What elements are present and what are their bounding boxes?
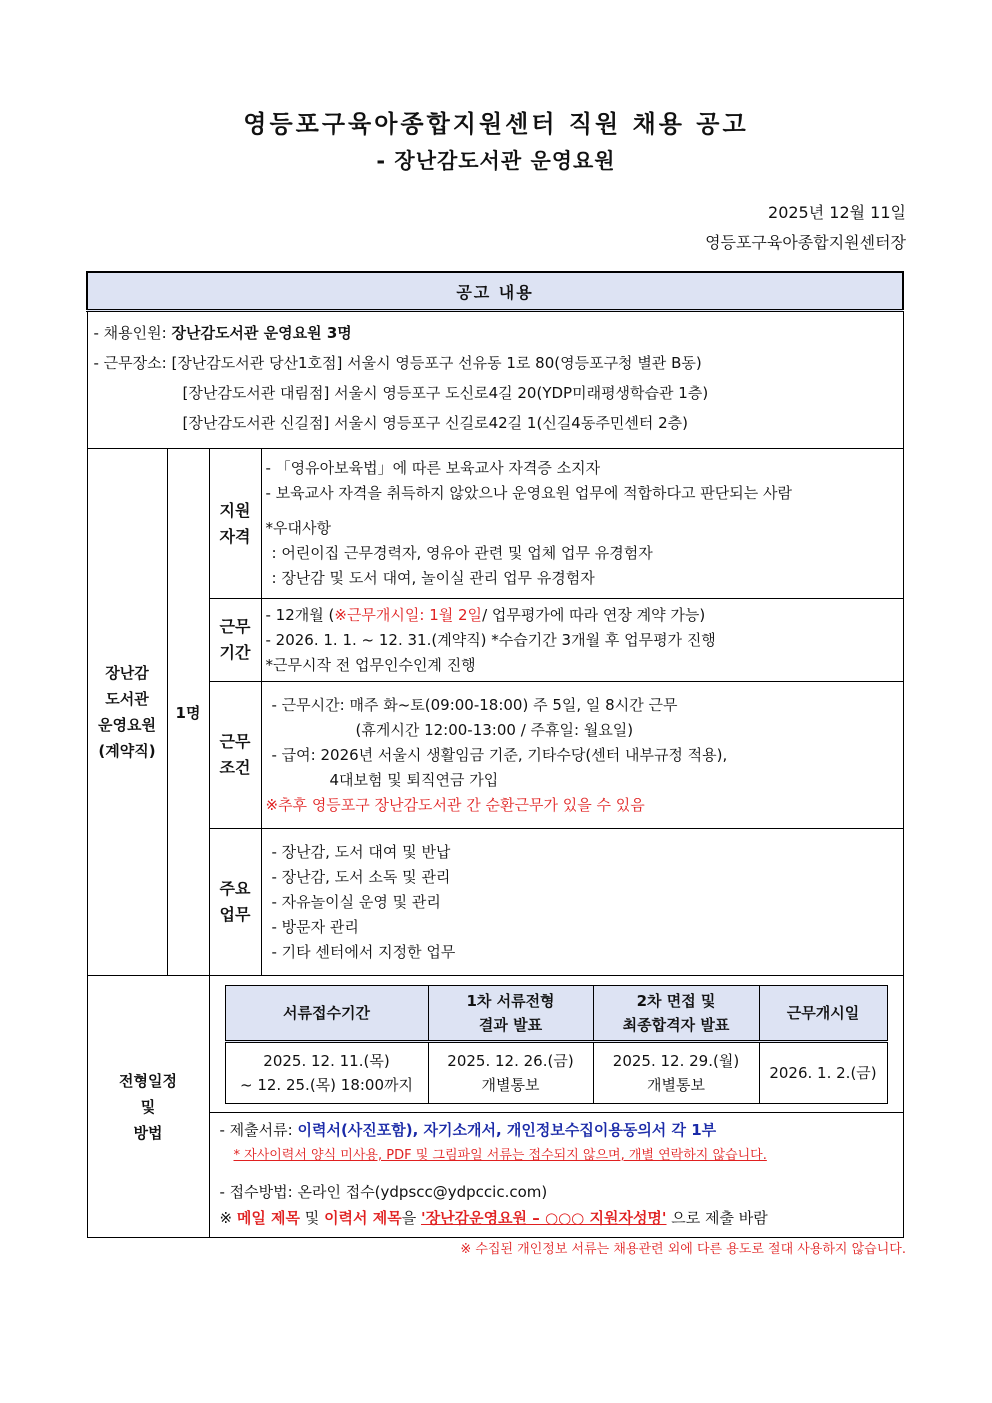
schedule-header-first [428,986,593,1042]
label-line: 및 [140,1097,156,1116]
duty-item: - 장난감, 도서 대여 및 반납 [271,842,451,861]
docs-value: 이력서(사진포함), 자기소개서, 개인정보수집이용동의서 각 1부 [297,1121,717,1139]
position-name [87,449,167,976]
label-line: 전형일정 [119,1071,177,1090]
position-line: 도서관 [105,690,149,708]
notice-date: 2025년 12월 11일 [768,203,906,222]
label-line: 조건 [219,758,251,777]
position-line: 장난감 [105,664,149,682]
schedule-header-receipt [225,986,428,1042]
subject-text: 을 [401,1209,422,1227]
value-line: 2025. 12. 29.(월) [612,1052,740,1070]
value-line: 2025. 12. 26.(금) [447,1052,574,1070]
qualification-line: : 어린이집 근무경력자, 영유아 관련 및 업체 업무 유경험자 [271,544,653,562]
page-subtitle: - 장난감도서관 운영요원 [376,149,616,173]
position-line: 운영요원 [98,716,156,734]
label-line: 업무 [219,905,251,924]
subject-text: 으로 제출 바람 [666,1209,768,1227]
duties-label [209,829,261,976]
subject-text: 및 [300,1209,325,1227]
subject-resume: 이력서 제목 [324,1209,402,1227]
qualification-line: - 보육교사 자격을 취득하지 않았으나 운영요원 업무에 적합하다고 판단되는 사람 [265,484,792,502]
header-line: 결과 발표 [478,1016,543,1034]
position-count: 1명 [167,449,209,976]
recruit-count-label: - 채용인원: [93,324,172,342]
work-place-label: - 근무장소: [93,354,172,372]
value-line: ~ 12. 25.(목) 18:00까지 [240,1076,413,1094]
duties-content [261,829,903,976]
label-line: 기간 [219,643,251,662]
label-line: 방법 [133,1123,163,1142]
conditions-content [261,682,903,829]
label-line: 근무 [219,617,251,636]
schedule-value-second [593,1042,759,1104]
header-line: 최종합격자 발표 [622,1016,730,1034]
value-line: 개별통보 [481,1076,540,1094]
schedule-header-start [759,986,887,1042]
period-line: *근무시작 전 업무인수인계 진행 [265,655,476,674]
application-method [210,1112,903,1237]
start-date-note: ※근무개시일: 1월 2일 [334,605,483,624]
rotation-note: ※추후 영등포구 장난감도서관 간 순환근무가 있을 수 있음 [265,795,645,814]
label-line: 지원 [219,500,251,520]
qualification-label [209,449,261,599]
period-line: / 업무평가에 따라 연장 계약 가능) [482,605,706,624]
qualification-content [261,449,903,599]
label-line: 자격 [219,526,251,546]
conditions-line: 4대보험 및 퇴직연금 가입 [329,770,499,789]
schedule-table [225,985,888,1104]
schedule-and-method [209,976,903,1238]
conditions-line: - 근무시간: 매주 화~토(09:00-18:00) 주 5일, 일 8시간 근무 [271,695,678,714]
schedule-header-second [593,986,759,1042]
position-line: (계약직) [98,742,156,760]
header-line: 서류접수기간 [283,1004,370,1022]
subject-mark: ※ [219,1209,237,1227]
schedule-value-first [428,1042,593,1104]
subject-format: '장난감운영요원 – ○○○ 지원자성명' [421,1209,667,1227]
issuer-name: 영등포구육아종합지원센터장 [705,233,906,252]
label-line: 근무 [219,732,251,751]
duty-item: - 장난감, 도서 소독 및 관리 [271,867,451,886]
work-place-1: [장난감도서관 당산1호점] 서울시 영등포구 선유동 1로 80(영등포구청 별관 B동) [171,354,702,372]
recruit-count-value: 장난감도서관 운영요원 3명 [171,324,352,342]
duty-item: - 자유놀이실 운영 및 관리 [271,892,441,911]
conditions-line: (휴게시간 12:00-13:00 / 주휴일: 월요일) [355,720,634,739]
label-line: 주요 [219,879,251,898]
period-content [261,599,903,682]
subject-mail: 메일 제목 [236,1209,301,1227]
qualification-line: - 「영유아보육법」에 따른 보육교사 자격증 소지자 [265,459,601,477]
duty-item: - 기타 센터에서 지정한 업무 [271,942,456,961]
period-label [209,599,261,682]
docs-note: * 자사이력서 양식 미사용, PDF 및 그림파일 서류는 접수되지 않으며, 개별 연락하지 않습니다. [233,1148,767,1163]
docs-label: - 제출서류: [219,1121,298,1139]
header-line: 2차 면접 및 [636,992,716,1010]
conditions-label [209,682,261,829]
notice-header: 공고 내용 [87,272,903,311]
conditions-line: - 급여: 2026년 서울시 생활임금 기준, 기타수당(센터 내부규정 적용), [271,745,728,764]
work-place-2: [장난감도서관 대림점] 서울시 영등포구 도신로4길 20(YDP미래평생학습관 1층) [182,384,709,402]
header-line: 근무개시일 [786,1004,860,1022]
value-line: 개별통보 [647,1076,705,1094]
period-line: - 12개월 ( [265,605,335,624]
schedule-label [87,976,209,1238]
header-line: 1차 서류전형 [466,992,555,1010]
value-line: 2026. 1. 2.(금) [769,1064,877,1082]
recruit-info [87,311,903,449]
notice-table [86,271,904,1238]
preference-heading: *우대사항 [265,519,331,537]
schedule-value-receipt [225,1042,428,1104]
work-place-3: [장난감도서관 신길점] 서울시 영등포구 신길로42길 1(신길4동주민센터 2층) [182,414,688,432]
qualification-line: : 장난감 및 도서 대여, 놀이실 관리 업무 유경험자 [271,569,595,587]
privacy-footer: ※ 수집된 개인정보 서류는 채용관련 외에 다른 용도로 절대 사용하지 않습니다. [460,1242,906,1257]
duty-item: - 방문자 관리 [271,917,359,936]
value-line: 2025. 12. 11.(목) [263,1052,390,1070]
apply-method: - 접수방법: 온라인 접수(ydpscc@ydpccic.com) [219,1183,548,1201]
page-title: 영등포구육아종합지원센터 직원 채용 공고 [243,110,749,138]
schedule-value-start [759,1042,887,1104]
period-line: - 2026. 1. 1. ~ 12. 31.(계약직) *수습기간 3개월 후 업무평가 진행 [265,630,716,649]
